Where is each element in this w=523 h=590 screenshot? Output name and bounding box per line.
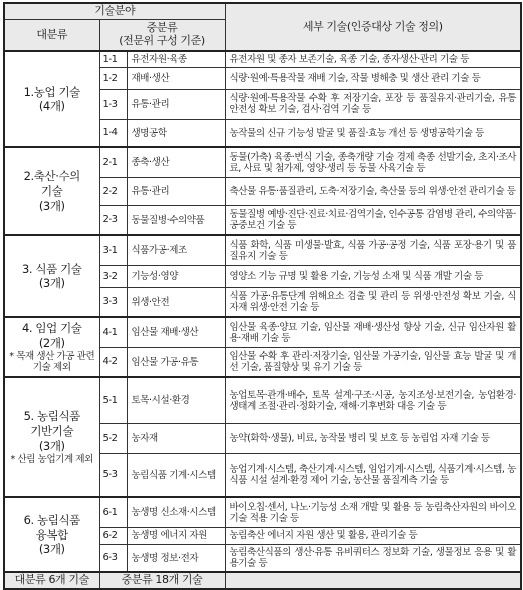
header-tech-field: 기술분야 bbox=[4, 3, 225, 19]
detail-text: 바이오칩·센서, 나노·기능성 소재 개발 및 활용 등 농림축산자원의 바이오기술 적용 기술 등 bbox=[225, 497, 521, 527]
mid-name: 농자재 bbox=[127, 423, 225, 453]
mid-number: 1-1 bbox=[99, 51, 127, 67]
mid-name: 위생·안전 bbox=[127, 287, 225, 317]
mid-number: 6-3 bbox=[99, 544, 127, 572]
mid-number: 3-2 bbox=[99, 265, 127, 287]
major-label-line: 융복합 bbox=[35, 527, 68, 542]
mid-number: 5-1 bbox=[99, 377, 127, 423]
major-label-line: (2개) bbox=[38, 336, 65, 351]
major-label-line: (3개) bbox=[38, 439, 65, 454]
detail-text: 임산물 수확 후 관리·저장기술, 임산물 가공기술, 임산물 효능 발굴 및 개선 기술, 품질향상 및 유기 기술 등 bbox=[225, 347, 521, 377]
mid-number: 6-2 bbox=[99, 527, 127, 544]
mid-number: 2-1 bbox=[99, 147, 127, 177]
major-category-4 bbox=[4, 317, 99, 377]
major-label-line: (3개) bbox=[38, 276, 65, 291]
mid-number: 6-1 bbox=[99, 497, 127, 527]
mid-name: 임산물 재배·생산 bbox=[127, 317, 225, 347]
mid-name: 임산물 가공·유통 bbox=[127, 347, 225, 377]
mid-number: 3-1 bbox=[99, 235, 127, 265]
mid-number: 3-3 bbox=[99, 287, 127, 317]
footer-empty bbox=[225, 572, 521, 589]
header-detail-tech: 세부 기술(인증대상 기술 정의) bbox=[225, 3, 521, 51]
detail-text: 농약(화학·생물), 비료, 농작물 병리 및 보호 등 농림업 자재 기술 등 bbox=[225, 423, 521, 453]
major-label-line: (3개) bbox=[38, 542, 65, 557]
major-category-2 bbox=[4, 147, 99, 235]
mid-number: 5-3 bbox=[99, 453, 127, 497]
footer-major-total: 대분류 6개 기술 bbox=[4, 572, 99, 589]
detail-text: 농작물의 신규 기능성 발굴 및 품질·효능 개선 등 생명공학기술 등 bbox=[225, 119, 521, 147]
detail-text: 농업토목·관개·배수, 토목 설계·구조·시공, 농지조성·보전기술, 농업환경·생태계 조절·관리·정화기술, 재해·기후변화 대응 기술 등 bbox=[225, 377, 521, 423]
mid-number: 5-2 bbox=[99, 423, 127, 453]
detail-text: 식량·원예·특용작물 수확 후 저장기술, 포장 등 품질유지·관리기술, 유통 안전성 확보 기술, 검사·검역 기술 등 bbox=[225, 89, 521, 119]
mid-name: 유전자원·육종 bbox=[127, 51, 225, 67]
detail-text: 임산물 육종·양묘 기술, 임산물 재배·생산성 향상 기술, 신규 임산자원 활용·재배 기술 등 bbox=[225, 317, 521, 347]
major-category-5 bbox=[4, 377, 99, 497]
major-category-6 bbox=[4, 497, 99, 572]
header-mid-category bbox=[99, 19, 225, 51]
major-category-3 bbox=[4, 235, 99, 317]
detail-text: 동물(가축) 육종·번식 기술, 종축개량 기술 경제 축종 선발기술, 초지·조사료, 사료 및 첨가제, 영양·생리 등 동물 사육기술 등 bbox=[225, 147, 521, 177]
detail-text: 축산물 유통·품질관리, 도축·저장기술, 축산물 등의 위생·안전 관리기술 등 bbox=[225, 177, 521, 205]
major-label-line: 3. 식품 기술 bbox=[21, 261, 82, 276]
detail-text: 식품 화학, 식품 미생물·발효, 식품 가공·공정 기술, 식품 포장·용기 및 품질유지 기술 등 bbox=[225, 235, 521, 265]
header-mid-line2: (전문위 구성 기준) bbox=[119, 34, 205, 48]
mid-name: 유통·관리 bbox=[127, 89, 225, 119]
mid-number: 1-3 bbox=[99, 89, 127, 119]
footer-mid-total: 중분류 18개 기술 bbox=[99, 572, 225, 589]
detail-text: 영양소 기능 규명 및 활용 기술, 기능성 소재 및 식품 개발 기술 등 bbox=[225, 265, 521, 287]
detail-text: 식량·원예·특용작물 재배 기술, 작물 병해충 및 생산 관리 기술 등 bbox=[225, 67, 521, 89]
detail-text: 농림축산 에너지 자원 생산 및 활용, 관리기술 등 bbox=[225, 527, 521, 544]
major-label-line: 6. 농림식품 bbox=[23, 512, 80, 527]
major-label-line: 기반기술 bbox=[30, 424, 74, 439]
detail-text: 동물질병 예방·진단·진료·치료·검역기술, 인수공통 감염병 관리, 수의약품·공중보건 기술 등 bbox=[225, 205, 521, 235]
mid-name: 농생명 신소재·시스템 bbox=[127, 497, 225, 527]
mid-name: 농생명 정보·전자 bbox=[127, 544, 225, 572]
major-label-line: (4개) bbox=[38, 99, 65, 114]
major-label-line: 기술 bbox=[41, 184, 63, 198]
header-mid-line1: 중분류 bbox=[146, 21, 178, 35]
mid-number: 1-4 bbox=[99, 119, 127, 147]
mid-name: 식품가공·제조 bbox=[127, 235, 225, 265]
mid-name: 재배·생산 bbox=[127, 67, 225, 89]
mid-number: 2-3 bbox=[99, 205, 127, 235]
mid-number: 4-2 bbox=[99, 347, 127, 377]
mid-name: 농림식품 기계·시스템 bbox=[127, 453, 225, 497]
major-label-line: 2.축산·수의 bbox=[23, 169, 80, 184]
major-category-1 bbox=[4, 51, 99, 147]
major-label-line: (3개) bbox=[38, 198, 65, 213]
mid-number: 4-1 bbox=[99, 317, 127, 347]
mid-number: 1-2 bbox=[99, 67, 127, 89]
major-label-line: 5. 농림식품 bbox=[23, 409, 80, 424]
major-label-line: 4. 임업 기술 bbox=[21, 321, 82, 336]
major-label-line: 1.농업 기술 bbox=[23, 84, 80, 99]
detail-text: 식품 가공·유통단계 위해요소 검출 및 관리 등 위생·안전성 확보 기술, 식자재 위생·안전 기술 등 bbox=[225, 287, 521, 317]
detail-text: 농림축산식품의 생산·유통 유비쿼터스 정보화 기술, 생물정보 응용 및 활용기술 등 bbox=[225, 544, 521, 572]
mid-name: 유통·관리 bbox=[127, 177, 225, 205]
mid-name: 농생명 에너지 자원 bbox=[127, 527, 225, 544]
mid-number: 2-2 bbox=[99, 177, 127, 205]
major-note: * 목재 생산 가공 관련 기술 제외 bbox=[9, 351, 95, 374]
major-note: * 산림 농업기계 제외 bbox=[10, 454, 93, 466]
mid-name: 기능성·영양 bbox=[127, 265, 225, 287]
header-major-category: 대분류 bbox=[4, 19, 99, 51]
detail-text: 농업기계·시스템, 축산기계·시스템, 임업기계·시스템, 식품기계·시스템, 농식품 시설 설계·환경 제어 기술, 농산물 품질계측 기술 등 bbox=[225, 453, 521, 497]
mid-name: 동물질병·수의약품 bbox=[127, 205, 225, 235]
detail-text: 유전자원 및 종자 보존기술, 육종 기술, 종자생산·관리 기술 등 bbox=[225, 51, 521, 67]
mid-name: 토목·시설·환경 bbox=[127, 377, 225, 423]
mid-name: 생명공학 bbox=[127, 119, 225, 147]
tech-classification-table bbox=[3, 2, 522, 590]
mid-name: 종축·생산 bbox=[127, 147, 225, 177]
